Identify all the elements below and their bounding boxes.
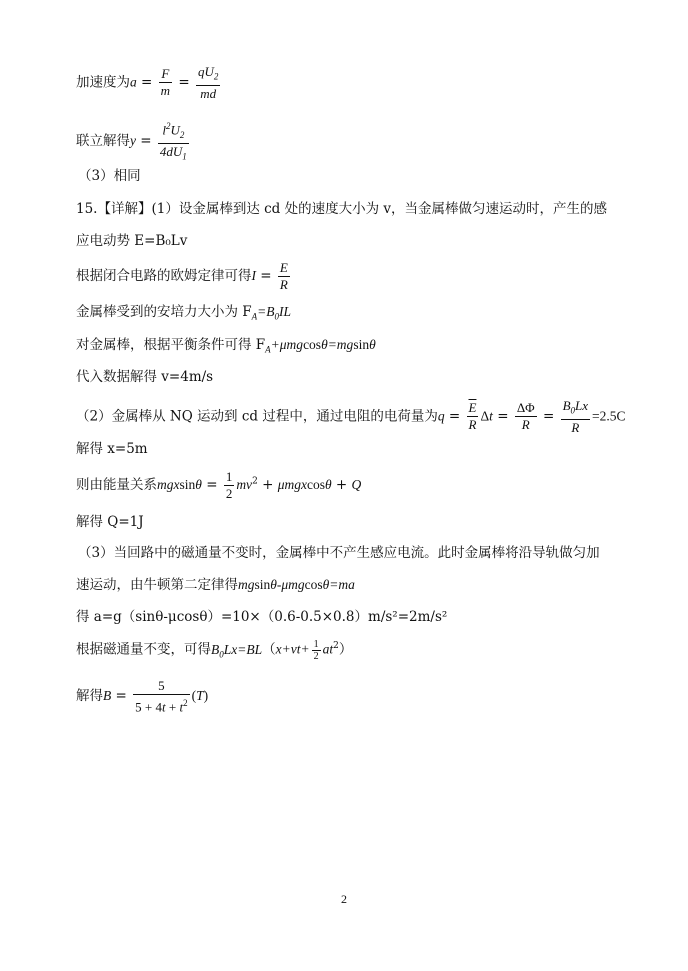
line-ohm-law: 根据闭合电路的欧姆定律可得I = $\frac{E}{R}$	[76, 260, 288, 292]
line-energy: 则由能量关系mgxsinθ = $\frac{1}{2}$ $mv^2 + \mu mgxcos\theta + Q$	[76, 469, 362, 501]
fraction-e-over-r: $\frac{E}{R}$	[279, 260, 288, 292]
line-part3-same: （3）相同	[78, 168, 141, 184]
line-equilibrium: 对金属棒，根据平衡条件可得 $F_A+\mu mgcos\theta=mgsin\theta$	[76, 337, 376, 355]
line-velocity-result: 代入数据解得 v=4m/s	[76, 369, 214, 385]
fraction-dphi-over-r: $\frac{\Delta\Phi}{R}$	[516, 400, 535, 433]
line-ampere-force: 金属棒受到的安培力大小为 $F_A=B_0IL$	[76, 304, 292, 322]
fraction-ebar-over-r: $\frac{\overline{E}}{R}$	[468, 400, 477, 433]
line-solve-y: 联立解得y = $\frac{l^2U_2}{4dU_1}$	[76, 118, 191, 165]
fraction-b-expression: $\frac{5}{5 + 4t + t^2}$	[135, 678, 188, 715]
line-acceleration: 加速度为a = $\frac{F}{m}$ = $\frac{qU_2}{md}$	[76, 64, 219, 101]
line-b-result: 解得B = $\frac{5}{5 + 4t + t^2}$ (T)	[76, 678, 209, 715]
line-emf: 应电动势 E=B₀Lv	[76, 233, 188, 249]
line-charge: （2）金属棒从 NQ 运动到 cd 过程中，通过电阻的电荷量为q = $\frac{\overline{E}}{R}$ Δt = $\frac{\Delta\Phi}{R}$ = $\frac{B_0Lx}{R}$ =2.5C	[76, 398, 626, 435]
line-acceleration-value: 得 a=g（sinθ-μcosθ）=10×（0.6-0.5×0.8）m/s²=2m/s²	[76, 609, 448, 625]
fraction-qu2-over-md: $\frac{qU_2}{md}$	[197, 64, 219, 101]
page-number: 2	[341, 892, 347, 906]
line-x-result: 解得 x=5m	[76, 441, 148, 457]
line-q-result: 解得 Q=1J	[76, 514, 144, 530]
fraction-l2u2-over-4du1: $\frac{l^2U_2}{4dU_1}$	[158, 118, 189, 165]
line-part3-intro: （3）当回路中的磁通量不变时，金属棒中不产生感应电流。此时金属棒将沿导轨做匀加	[78, 545, 600, 561]
fraction-b0lx-over-r: $\frac{B_0Lx}{R}$	[562, 398, 589, 435]
fraction-one-half: $\frac{1}{2}$	[225, 469, 233, 501]
fraction-f-over-m: $\frac{F}{m}$	[160, 66, 171, 99]
line-flux-constant: 根据磁通量不变，可得$B_0Lx=BL(x+vt+$ $\frac{1}{2}$ $at^2$）	[76, 638, 353, 662]
line-newton-second-law: 速运动，由牛顿第二定律得mgsinθ-μmgcosθ=ma	[76, 577, 355, 593]
fraction-one-half-small: $\frac{1}{2}$	[313, 638, 319, 662]
line-q15-intro: 15.【详解】(1）设金属棒到达 cd 处的速度大小为 v，当金属棒做匀速运动时，产生的感	[76, 201, 608, 217]
